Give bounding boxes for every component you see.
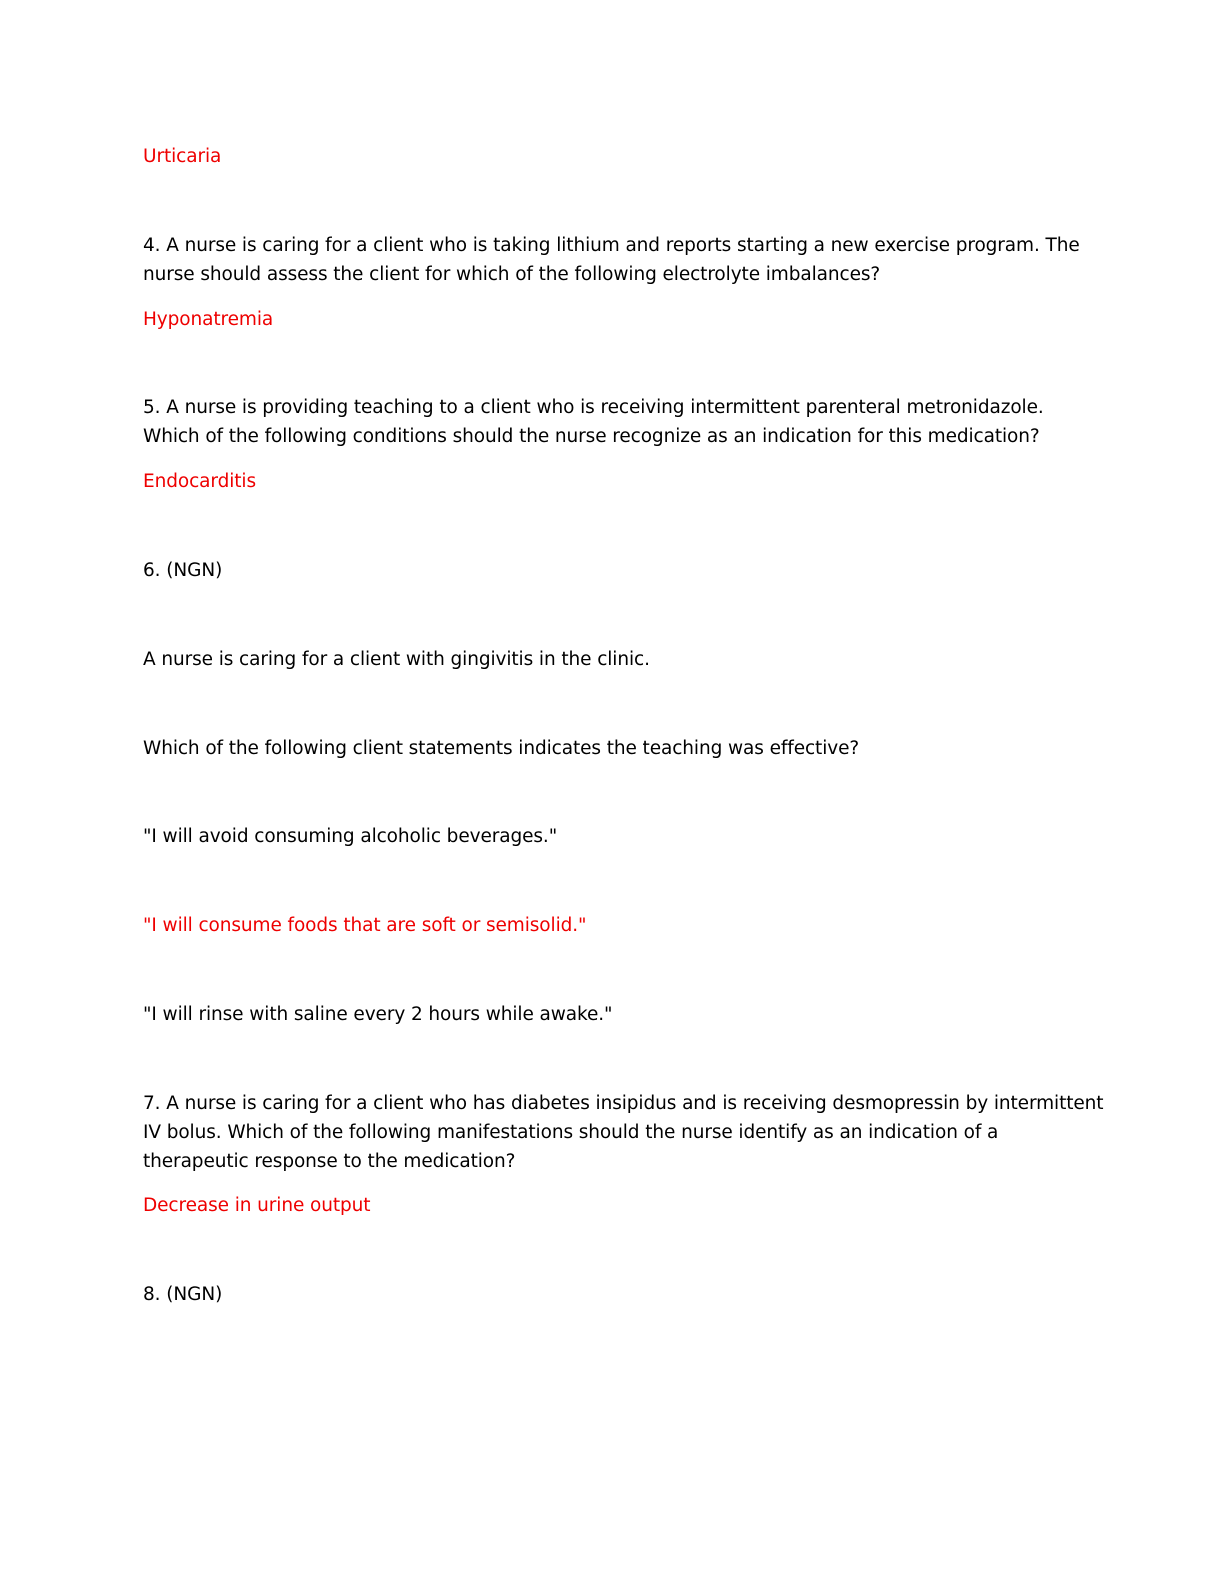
question-4-line-1: 4. A nurse is caring for a client who is taking lithium and reports starting a new exercise program. The xyxy=(143,235,1080,256)
answer-5: Endocarditis xyxy=(143,471,256,492)
question-8-heading: 8. (NGN) xyxy=(143,1284,223,1305)
answer-7: Decrease in urine output xyxy=(143,1195,371,1216)
answer-4: Hyponatremia xyxy=(143,309,274,330)
question-5-line-2: Which of the following conditions should the nurse recognize as an indication for this medication? xyxy=(143,426,1040,447)
question-6-heading: 6. (NGN) xyxy=(143,560,223,581)
question-7-line-2: IV bolus. Which of the following manifestations should the nurse identify as an indication of a xyxy=(143,1122,999,1143)
question-5-line-1: 5. A nurse is providing teaching to a client who is receiving intermittent parenteral metronidazole. xyxy=(143,397,1044,418)
question-6-prompt: Which of the following client statements indicates the teaching was effective? xyxy=(143,738,860,759)
question-6-option-3: "I will rinse with saline every 2 hours while awake." xyxy=(143,1004,613,1025)
answer-3: Urticaria xyxy=(143,146,222,167)
question-6-scenario: A nurse is caring for a client with gingivitis in the clinic. xyxy=(143,649,650,670)
question-7-line-3: therapeutic response to the medication? xyxy=(143,1151,516,1172)
question-6-option-2-answer: "I will consume foods that are soft or semisolid." xyxy=(143,915,587,936)
question-7-line-1: 7. A nurse is caring for a client who has diabetes insipidus and is receiving desmopressin by intermittent xyxy=(143,1093,1104,1114)
question-4-line-2: nurse should assess the client for which of the following electrolyte imbalances? xyxy=(143,264,881,285)
question-6-option-1: "I will avoid consuming alcoholic beverages." xyxy=(143,826,558,847)
